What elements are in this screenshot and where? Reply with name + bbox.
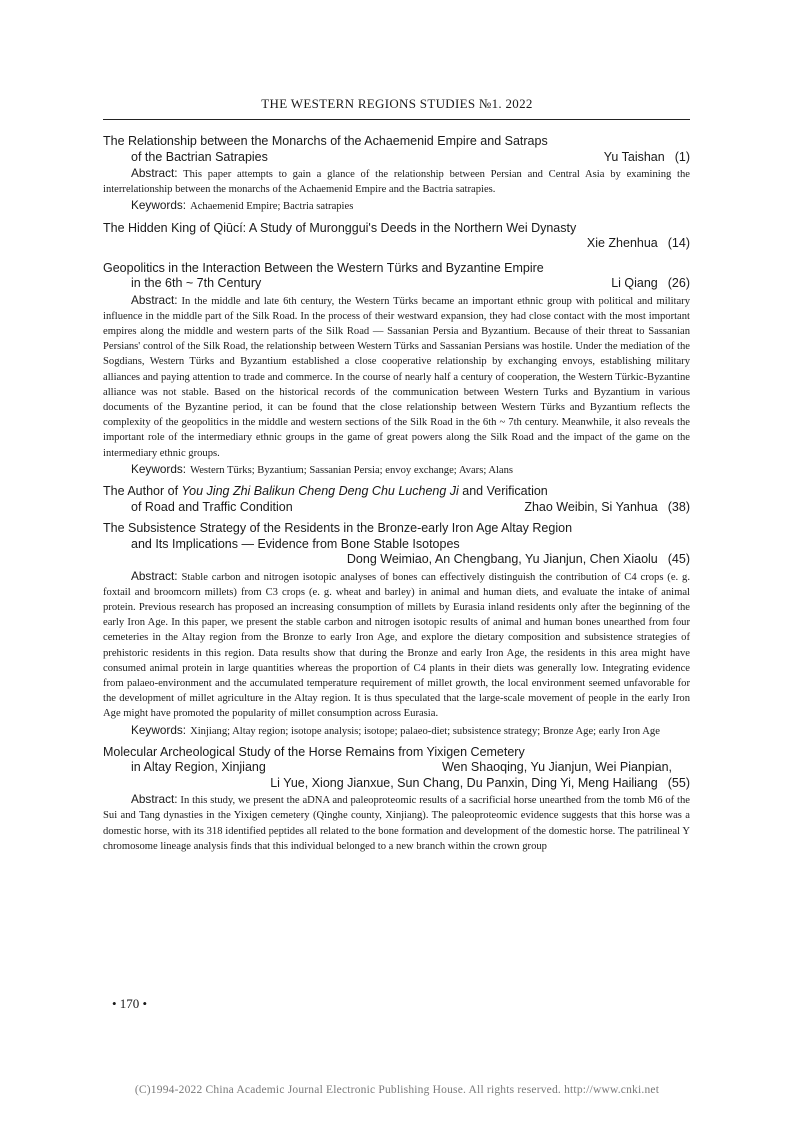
article-4-title [103,484,690,515]
article-3-abstract [103,293,690,461]
article-6-authors-line2: Li Yue, Xiong Jianxue, Sun Chang, Du Panxin, Ding Yi, Meng Hailiang [270,775,658,790]
article-3-title [103,261,690,292]
article-1-keywords [103,198,690,214]
abstract-label: Abstract: [131,292,178,307]
article-5-authors: Dong Weimiao, An Chengbang, Yu Jianjun, Chen Xiaolu [346,552,658,567]
article-2-title [103,221,690,252]
keywords-label: Keywords: [131,461,187,476]
header-rule [103,119,690,120]
article-4-title-prefix: The Author of [103,484,182,499]
article-4-title-suffix: and Verification [458,484,548,499]
article-1-abstract [103,166,690,197]
article-4-page: (38) [667,499,690,514]
abstract-label: Abstract: [131,166,178,180]
article-1-page: (1) [674,149,690,164]
article-5-keywords-text: Xinjiang; Altay region; isotope analysis; isotope; palaeo-diet; subsistence strategy; Bronze Age; early Iron Age [190,725,660,737]
article-5-page: (45) [667,552,690,567]
article-6-abstract-text: In this study, we present the aDNA and paleoproteomic results of a sacrificial horse unearthed from the tomb M6 of the Sui and Tang dynasties in the Yixigen cemetery (Qinghe county, Xinjiang). The paleoproteomic evidence suggests that this horse was a domestic horse, with its 318 identified peptides all related to the bone formation and development of the domestic horse. The patrilineal Y chromosome lineage analysis finds that this individual belonged to a new branch within the crown group [103,795,691,852]
keywords-label: Keywords: [131,198,187,213]
article-6-page: (55) [667,775,690,790]
article-6-authors-line1: Wen Shaoqing, Yu Jianjun, Wei Pianpian, [441,760,672,775]
running-header: THE WESTERN REGIONS STUDIES №1. 2022 [261,96,533,111]
article-1-abstract-text: This paper attempts to gain a glance of the relationship between Persian and Central Asia by examining the interrelationship between the monarchs of the Achaemenid Empire and the Bactria satrapies. [103,169,690,196]
article-2-authors: Xie Zhenhua [586,236,658,251]
abstract-label: Abstract: [131,792,178,807]
article-5-title [103,521,690,568]
article-4-authors: Zhao Weibin, Si Yanhua [524,499,658,514]
article-1-title-line1: The Relationship between the Monarchs of the Achaemenid Empire and Satraps [103,134,548,148]
article-5-keywords [103,723,690,739]
article-1-keywords-text: Achaemenid Empire; Bactria satrapies [190,201,354,213]
keywords-label: Keywords: [131,722,187,737]
article-3-title-line2: in the 6th ~ 7th Century [131,276,262,291]
copyright-footer: (C)1994-2022 China Academic Journal Electronic Publishing House. All rights reserved. http://www.cnki.net [134,1084,660,1096]
article-1-title [103,134,690,165]
article-6-title-line1: Molecular Archeological Study of the Horse Remains from Yixigen Cemetery [103,744,525,759]
page-number: • 170 • [112,996,148,1011]
article-5-abstract [103,569,690,722]
article-3-page: (26) [667,276,690,291]
article-3-keywords-text: Western Türks; Byzantium; Sassanian Persia; envoy exchange; Avars; Alans [190,464,514,476]
abstract-label: Abstract: [131,568,178,583]
article-2-title-line1: The Hidden King of Qiūcí: A Study of Muronggui's Deeds in the Northern Wei Dynasty [103,220,577,235]
article-4-title-line2: of Road and Traffic Condition [131,499,293,514]
article-4-title-line1 [103,484,690,500]
article-3-authors: Li Qiang [611,276,658,291]
abstracts-list [103,134,690,854]
article-6-title [103,745,690,792]
article-5-title-line1: The Subsistence Strategy of the Residents in the Bronze-early Iron Age Altay Region [103,521,573,536]
article-2-page: (14) [667,236,690,251]
article-3-abstract-text: In the middle and late 6th century, the Western Türks became an important ethnic group with political and military influence in the middle part of the Silk Road. In the process of their westward expansion, they had close contact with the most important empires along the middle and western parts of the Silk Road — Sassanian Persia and Byzantium. Because of their threat to Sassanian Persians' control of the Silk Road, the relationship between Western Türks and Sassanian Persians was hostile. Under the mediation of the Sogdians, Western Türks and Byzantium established a close cooperative relationship by exchanging envoys, establishing military alliances and paying attention to trade and commerce. In the course of nearly half a century of cooperation, the Western Türkic-Byzantine alliance was not stable. Based on the historical records of the communication between Western Turks and Byzantium in various documents of the Byzantine period, it can be found that the close relationship between Western Türks and Byzantium reflects the complexity of the geopolitics in the middle and western sections of the Silk Road in the 6th ~ 7th century. Meanwhile, it also reveals the important role of the intermediary ethnic groups in the game of great powers along the Silk Road and the impact of the game on the intermediary ethnic groups. [103,295,691,459]
article-3-title-line1: Geopolitics in the Interaction Between the Western Türks and Byzantine Empire [103,260,544,275]
article-3-keywords [103,462,690,478]
article-1-authors: Yu Taishan [603,149,665,164]
article-6-abstract [103,792,690,854]
article-5-abstract-text: Stable carbon and nitrogen isotopic analyses of bones can effectively distinguish the contribution of C4 crops (e. g. foxtail and broomcorn millets) from C3 crops (e. g. wheat and barley) in animal and human diets, and evaluate the intake of animal protein. Previous research has proposed an increasing consumption of millets by Eurasia inland residents only after the beginning of the early Iron Age. In this paper, we present the stable carbon and nitrogen isotopic results of animal and human bones unearthed from four cemeteries in the Altay region from the Bronze to early Iron Age, and explore the dietary composition and subsistence strategies of prehistoric residents in this region. Data results show that during the Bronze and early Iron Age, the residents in this area might have consumed animal protein in large quantities whereas the proportion of C4 plants in their diets was generally low. Integrating evidence from palaeo-environment and the accumulated temperature requirement of millet growth, the local environment seemed unfavorable for the development of millet agriculture in the Altay region. It is thus speculated that the large-scale movement of people in the early Iron Age might have promoted the popularity of millet consumption across Eurasia. [103,571,690,720]
article-1-title-line2: of the Bactrian Satrapies [131,149,268,164]
article-5-title-line2: and Its Implications — Evidence from Bone Stable Isotopes [131,536,460,551]
article-6-title-line2: in Altay Region, Xinjiang [131,760,266,775]
article-4-title-italic: You Jing Zhi Balikun Cheng Deng Chu Lucheng Ji [181,484,459,499]
